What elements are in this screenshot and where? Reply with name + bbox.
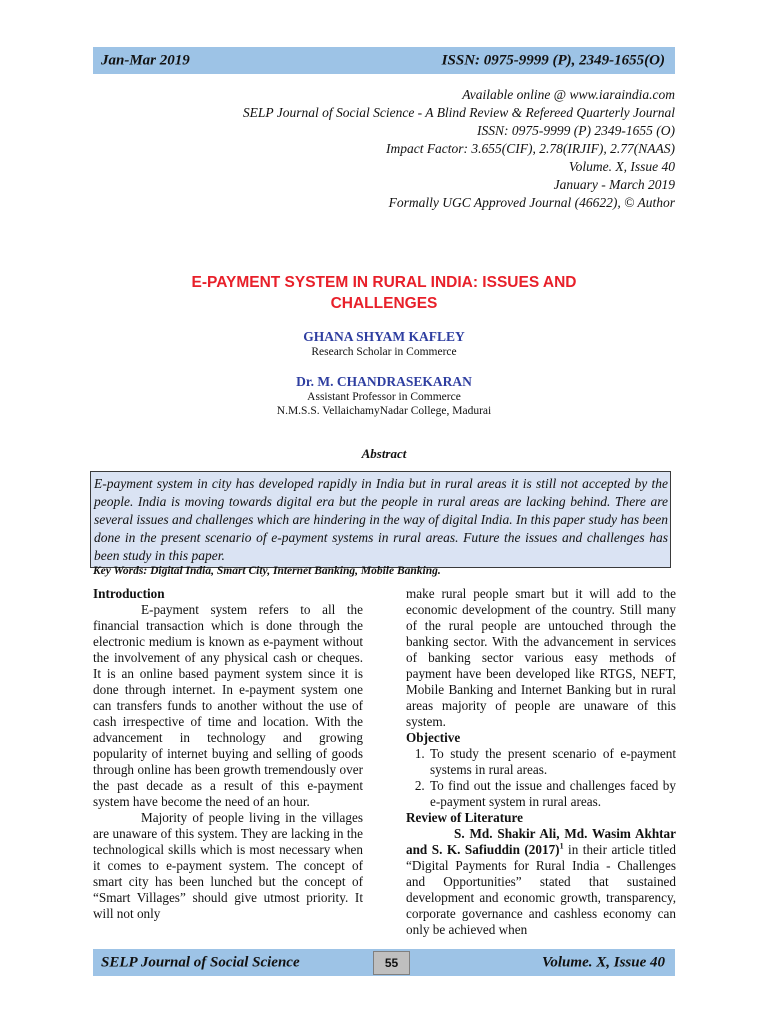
abstract-box <box>90 471 671 568</box>
footer-volume: Volume. X, Issue 40 <box>542 954 665 970</box>
paragraph: make rural people smart but it will add to the economic development of the country. Still many of the rural people are untouched through the banking sector. With the advancement in services of banking sector various easy methods of payment have been developed like RTGS, NEFT, Mobile Banking and Internet Banking but in rural areas majority of people are unaware of this system. <box>406 586 676 729</box>
review-authors: S. Md. Shakir Ali, Md. Wasim Akhtar and S. K. Safiuddin (2017) <box>406 826 676 857</box>
paper-title <box>120 272 648 314</box>
pub-line-ugc: Formally UGC Approved Journal (46622), © Author <box>388 195 675 210</box>
section-heading-introduction: Introduction <box>93 586 165 601</box>
author-affiliation: Research Scholar in Commerce <box>311 346 457 358</box>
pub-line-period: January - March 2019 <box>553 177 675 192</box>
pub-line-journal: SELP Journal of Social Science - A Blind Review & Refereed Quarterly Journal <box>242 105 675 120</box>
header-date: Jan-Mar 2019 <box>101 52 190 68</box>
paragraph: E-payment system refers to all the financial transaction which is done through the electronic medium is known as e-payment without the involvement of any physical cash or cheques. It is an online based payment system since it is done through internet. In e-payment system one can transfers funds to another without the use of cash irrespective of time and location. With the advancement in technology and growing popularity of internet buying and selling of goods through online has been growth tremendously over the past decade as a result of this e-payment system have become the need of an hour. <box>93 602 363 809</box>
paragraph <box>406 826 676 938</box>
author-block-1 <box>0 329 768 359</box>
abstract-heading: Abstract <box>361 446 407 461</box>
pub-line-website: Available online @ www.iaraindia.com <box>462 87 675 102</box>
title-line-2: CHALLENGES <box>330 295 438 312</box>
pub-line-volume: Volume. X, Issue 40 <box>568 159 675 174</box>
section-heading-objective: Objective <box>406 730 461 745</box>
title-line-1: E-PAYMENT SYSTEM IN RURAL INDIA: ISSUES AND <box>191 274 577 291</box>
author-affiliation: N.M.S.S. VellaichamyNadar College, Madurai <box>276 405 492 417</box>
author-name: Dr. M. CHANDRASEKARAN <box>296 374 472 389</box>
abstract-text: E-payment system in city has developed rapidly in India but in rural areas it is still not accepted by the people. India is moving towards digital era but the people in rural areas are lacking behind. There are several issues and challenges which are hindering in the way of digital India. In this paper study has been done in the present scenario of e-payment systems in rural areas. Future the issues and challenges has been study in this paper. <box>94 476 668 563</box>
header-issn: ISSN: 0975-9999 (P), 2349-1655(O) <box>441 52 665 68</box>
pub-line-impact: Impact Factor: 3.655(CIF), 2.78(IRJIF), 2.77(NAAS) <box>385 141 675 156</box>
body-column-left <box>93 586 363 922</box>
footer-journal: SELP Journal of Social Science <box>101 954 300 970</box>
publication-info <box>115 86 675 212</box>
citation-superscript: 1 <box>559 841 564 851</box>
author-name: GHANA SHYAM KAFLEY <box>303 329 465 344</box>
author-affiliation: Assistant Professor in Commerce <box>307 391 461 403</box>
author-block-2 <box>0 374 768 418</box>
paragraph: Majority of people living in the villages are unaware of this system. They are lacking in the technological skills which is most necessary when it comes to e-payment system. The concept of smart city has been lunched but the concept of “Smart Villages” should give utmost priority. It will not only <box>93 810 363 921</box>
keywords: Key Words: Digital India, Smart City, Internet Banking, Mobile Banking. <box>93 565 441 577</box>
footer-band <box>93 949 675 976</box>
section-heading-review: Review of Literature <box>406 810 523 825</box>
list-item: 2. To find out the issue and challenges faced by e-payment system in rural areas. <box>428 778 676 810</box>
pub-line-issn: ISSN: 0975-9999 (P) 2349-1655 (O) <box>477 123 675 138</box>
body-column-right <box>406 586 676 938</box>
review-text: in their article titled “Digital Payments for Rural India - Challenges and Opportunities” stated that sustained development and economic growth, transparency, corporate governance and cashless economy can only be achieved when <box>406 842 676 937</box>
list-item: 1. To study the present scenario of e-payment systems in rural areas. <box>428 746 676 778</box>
page-number: 55 <box>373 951 410 975</box>
header-band <box>93 47 675 74</box>
objective-list <box>406 746 676 810</box>
